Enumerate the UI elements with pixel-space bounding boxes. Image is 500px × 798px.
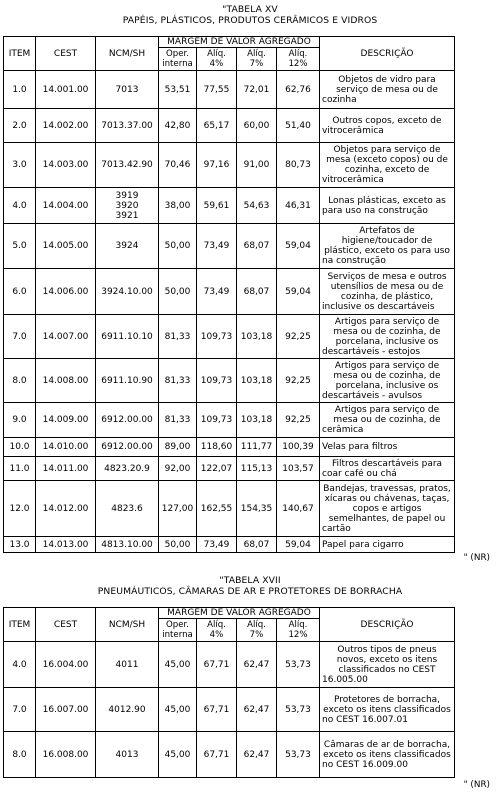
- cell-item: 9.0: [4, 403, 36, 438]
- cell-aliq-4: 109,73: [197, 403, 237, 438]
- cell-ncm: 3924: [96, 224, 159, 269]
- cell-descricao: Bandejas, travessas, pratos, xícaras ou chávenas, taças, copos e artigos semelhantes, de papel ou cartão: [320, 481, 455, 537]
- cell-descricao: Outros copos, exceto de vitrocerâmica: [320, 109, 455, 143]
- cell-aliq-12: 59,04: [277, 269, 320, 315]
- table-xv: [3, 36, 455, 553]
- cell-cest: 14.010.00: [36, 438, 96, 457]
- cell-descricao: Papel para cigarro: [320, 537, 455, 553]
- cell-descricao: Artigos para serviço de mesa ou de cozinha, de cerâmica: [320, 403, 455, 438]
- cell-item: 2.0: [4, 109, 36, 143]
- cell-oper: 38,00: [159, 188, 197, 224]
- cell-ncm: 4011: [96, 642, 159, 688]
- cell-descricao: Protetores de borracha, exceto os itens classificados no CEST 16.007.01: [320, 688, 455, 732]
- cell-oper: 89,00: [159, 438, 197, 457]
- table-row: [4, 481, 455, 537]
- table-xv-caption: [0, 4, 500, 26]
- table-row: [4, 269, 455, 315]
- cell-cest: 14.011.00: [36, 457, 96, 481]
- table-row: [4, 403, 455, 438]
- table-row: [4, 109, 455, 143]
- cell-oper: 70,46: [159, 143, 197, 188]
- cell-cest: 14.006.00: [36, 269, 96, 315]
- cell-aliq-12: 92,25: [277, 359, 320, 403]
- header-item: ITEM: [4, 37, 36, 71]
- cell-aliq-12: 92,25: [277, 315, 320, 359]
- table-row: [4, 315, 455, 359]
- header-margem: MARGEM DE VALOR AGREGADO: [159, 608, 320, 619]
- cell-aliq-12: 103,57: [277, 457, 320, 481]
- cell-item: 7.0: [4, 688, 36, 732]
- cell-ncm: 4823.20.9: [96, 457, 159, 481]
- table-row: [4, 438, 455, 457]
- cell-aliq-4: 59,61: [197, 188, 237, 224]
- cell-ncm: 4813.10.00: [96, 537, 159, 553]
- cell-item: 10.0: [4, 438, 36, 457]
- cell-descricao: Artefatos de higiene/toucador de plástico, exceto os para uso na construção: [320, 224, 455, 269]
- cell-oper: 92,00: [159, 457, 197, 481]
- cell-aliq-12: 53,73: [277, 688, 320, 732]
- cell-descricao: Artigos para serviço de mesa ou de cozinha, de porcelana, inclusive os descartáveis - avulsos: [320, 359, 455, 403]
- header-descricao: DESCRIÇÃO: [320, 608, 455, 642]
- table-xv-number: "TABELA XV: [222, 4, 278, 15]
- header-oper-interna: Oper. interna: [159, 619, 197, 642]
- header-margem: MARGEM DE VALOR AGREGADO: [159, 37, 320, 48]
- cell-aliq-7: 62,47: [237, 732, 277, 778]
- cell-descricao: Filtros descartáveis para coar café ou chá: [320, 457, 455, 481]
- cell-descricao: Velas para filtros: [320, 438, 455, 457]
- cell-oper: 45,00: [159, 688, 197, 732]
- cell-aliq-4: 77,55: [197, 71, 237, 109]
- cell-item: 6.0: [4, 269, 36, 315]
- cell-cest: 14.001.00: [36, 71, 96, 109]
- cell-cest: 16.004.00: [36, 642, 96, 688]
- cell-ncm: 4012.90: [96, 688, 159, 732]
- table-xv-note: " (NR): [463, 553, 490, 563]
- header-ncm: NCM/SH: [96, 608, 159, 642]
- header-cest: CEST: [36, 608, 96, 642]
- cell-aliq-4: 122,07: [197, 457, 237, 481]
- cell-oper: 45,00: [159, 642, 197, 688]
- cell-aliq-7: 62,47: [237, 642, 277, 688]
- header-descricao: DESCRIÇÃO: [320, 37, 455, 71]
- table-row: [4, 732, 455, 778]
- header-item: ITEM: [4, 608, 36, 642]
- cell-cest: 14.004.00: [36, 188, 96, 224]
- cell-item: 4.0: [4, 642, 36, 688]
- table-row: [4, 537, 455, 553]
- cell-descricao: Câmaras de ar de borracha, exceto os itens classificados no CEST 16.009.00: [320, 732, 455, 778]
- cell-aliq-7: 103,18: [237, 315, 277, 359]
- cell-descricao: Lonas plásticas, exceto as para uso na construção: [320, 188, 455, 224]
- cell-aliq-12: 59,04: [277, 224, 320, 269]
- cell-aliq-12: 62,76: [277, 71, 320, 109]
- table-row: [4, 188, 455, 224]
- cell-aliq-4: 109,73: [197, 359, 237, 403]
- cell-aliq-4: 67,71: [197, 642, 237, 688]
- cell-oper: 53,51: [159, 71, 197, 109]
- table-xvii-title: PNEUMÁUTICOS, CÂMARAS DE AR E PROTETORES DE BORRACHA: [97, 586, 403, 597]
- table-xvii: [3, 607, 455, 778]
- cell-aliq-12: 53,73: [277, 642, 320, 688]
- cell-item: 4.0: [4, 188, 36, 224]
- cell-oper: 50,00: [159, 537, 197, 553]
- table-xvii-caption: [0, 575, 500, 597]
- cell-cest: 16.008.00: [36, 732, 96, 778]
- cell-ncm: 6911.10.10: [96, 315, 159, 359]
- cell-cest: 16.007.00: [36, 688, 96, 732]
- cell-aliq-7: 68,07: [237, 224, 277, 269]
- cell-aliq-12: 53,73: [277, 732, 320, 778]
- cell-aliq-4: 109,73: [197, 315, 237, 359]
- cell-ncm: 6911.10.90: [96, 359, 159, 403]
- cell-ncm: 3924.10.00: [96, 269, 159, 315]
- header-aliq-12: Alíq. 12%: [277, 619, 320, 642]
- table-xvii-number: "TABELA XVII: [219, 575, 281, 586]
- cell-oper: 50,00: [159, 269, 197, 315]
- cell-aliq-4: 73,49: [197, 224, 237, 269]
- cell-ncm: 7013.37.00: [96, 109, 159, 143]
- cell-aliq-7: 115,13: [237, 457, 277, 481]
- cell-ncm: 4013: [96, 732, 159, 778]
- cell-aliq-7: 68,07: [237, 269, 277, 315]
- cell-cest: 14.003.00: [36, 143, 96, 188]
- cell-aliq-4: 73,49: [197, 269, 237, 315]
- cell-aliq-7: 68,07: [237, 537, 277, 553]
- cell-aliq-7: 62,47: [237, 688, 277, 732]
- cell-aliq-4: 162,55: [197, 481, 237, 537]
- cell-oper: 81,33: [159, 359, 197, 403]
- cell-item: 7.0: [4, 315, 36, 359]
- cell-item: 8.0: [4, 359, 36, 403]
- cell-item: 13.0: [4, 537, 36, 553]
- cell-item: 5.0: [4, 224, 36, 269]
- cell-cest: 14.008.00: [36, 359, 96, 403]
- header-cest: CEST: [36, 37, 96, 71]
- table-row: [4, 457, 455, 481]
- header-aliq-4: Alíq. 4%: [197, 48, 237, 71]
- cell-cest: 14.007.00: [36, 315, 96, 359]
- cell-aliq-4: 67,71: [197, 688, 237, 732]
- cell-aliq-4: 97,16: [197, 143, 237, 188]
- cell-cest: 14.002.00: [36, 109, 96, 143]
- table-row: [4, 642, 455, 688]
- cell-descricao: Artigos para serviço de mesa ou de cozinha, de porcelana, inclusive os descartáveis - estojos: [320, 315, 455, 359]
- cell-aliq-7: 72,01: [237, 71, 277, 109]
- table-row: [4, 143, 455, 188]
- header-aliq-7: Alíq. 7%: [237, 48, 277, 71]
- cell-cest: 14.012.00: [36, 481, 96, 537]
- cell-descricao: Outros tipos de pneus novos, exceto os itens classificados no CEST 16.005.00: [320, 642, 455, 688]
- cell-descricao: Serviços de mesa e outros utensílios de mesa ou de cozinha, de plástico, inclusive os descartáveis: [320, 269, 455, 315]
- cell-aliq-7: 103,18: [237, 403, 277, 438]
- cell-aliq-12: 59,04: [277, 537, 320, 553]
- cell-ncm: 3919 3920 3921: [96, 188, 159, 224]
- cell-item: 8.0: [4, 732, 36, 778]
- table-row: [4, 359, 455, 403]
- cell-ncm: 7013.42.90: [96, 143, 159, 188]
- cell-ncm: 6912.00.00: [96, 403, 159, 438]
- table-xv-title: PAPÉIS, PLÁSTICOS, PRODUTOS CERÂMICOS E VIDROS: [122, 15, 378, 26]
- cell-oper: 81,33: [159, 403, 197, 438]
- table-xvii-note: " (NR): [463, 780, 490, 790]
- cell-cest: 14.013.00: [36, 537, 96, 553]
- cell-aliq-12: 140,67: [277, 481, 320, 537]
- cell-aliq-4: 67,71: [197, 732, 237, 778]
- header-aliq-7: Alíq. 7%: [237, 619, 277, 642]
- cell-aliq-12: 100,39: [277, 438, 320, 457]
- cell-aliq-12: 51,40: [277, 109, 320, 143]
- table-row: [4, 688, 455, 732]
- table-row: [4, 71, 455, 109]
- cell-oper: 81,33: [159, 315, 197, 359]
- cell-aliq-7: 54,63: [237, 188, 277, 224]
- cell-oper: 50,00: [159, 224, 197, 269]
- cell-aliq-7: 103,18: [237, 359, 277, 403]
- cell-aliq-4: 73,49: [197, 537, 237, 553]
- cell-ncm: 4823.6: [96, 481, 159, 537]
- cell-ncm: 6912.00.00: [96, 438, 159, 457]
- cell-item: 1.0: [4, 71, 36, 109]
- cell-aliq-7: 91,00: [237, 143, 277, 188]
- cell-aliq-7: 60,00: [237, 109, 277, 143]
- header-oper-interna: Oper. interna: [159, 48, 197, 71]
- cell-oper: 42,80: [159, 109, 197, 143]
- cell-oper: 45,00: [159, 732, 197, 778]
- cell-item: 3.0: [4, 143, 36, 188]
- table-row: [4, 224, 455, 269]
- header-ncm: NCM/SH: [96, 37, 159, 71]
- cell-descricao: Objetos de vidro para serviço de mesa ou de cozinha: [320, 71, 455, 109]
- cell-aliq-12: 46,31: [277, 188, 320, 224]
- cell-oper: 127,00: [159, 481, 197, 537]
- cell-aliq-12: 80,73: [277, 143, 320, 188]
- cell-aliq-7: 111,77: [237, 438, 277, 457]
- cell-aliq-4: 65,17: [197, 109, 237, 143]
- cell-aliq-4: 118,60: [197, 438, 237, 457]
- header-aliq-4: Alíq. 4%: [197, 619, 237, 642]
- cell-cest: 14.005.00: [36, 224, 96, 269]
- cell-item: 11.0: [4, 457, 36, 481]
- header-aliq-12: Alíq. 12%: [277, 48, 320, 71]
- cell-descricao: Objetos para serviço de mesa (exceto copos) ou de cozinha, exceto de vitrocerâmica: [320, 143, 455, 188]
- cell-aliq-7: 154,35: [237, 481, 277, 537]
- cell-ncm: 7013: [96, 71, 159, 109]
- cell-cest: 14.009.00: [36, 403, 96, 438]
- cell-item: 12.0: [4, 481, 36, 537]
- cell-aliq-12: 92,25: [277, 403, 320, 438]
